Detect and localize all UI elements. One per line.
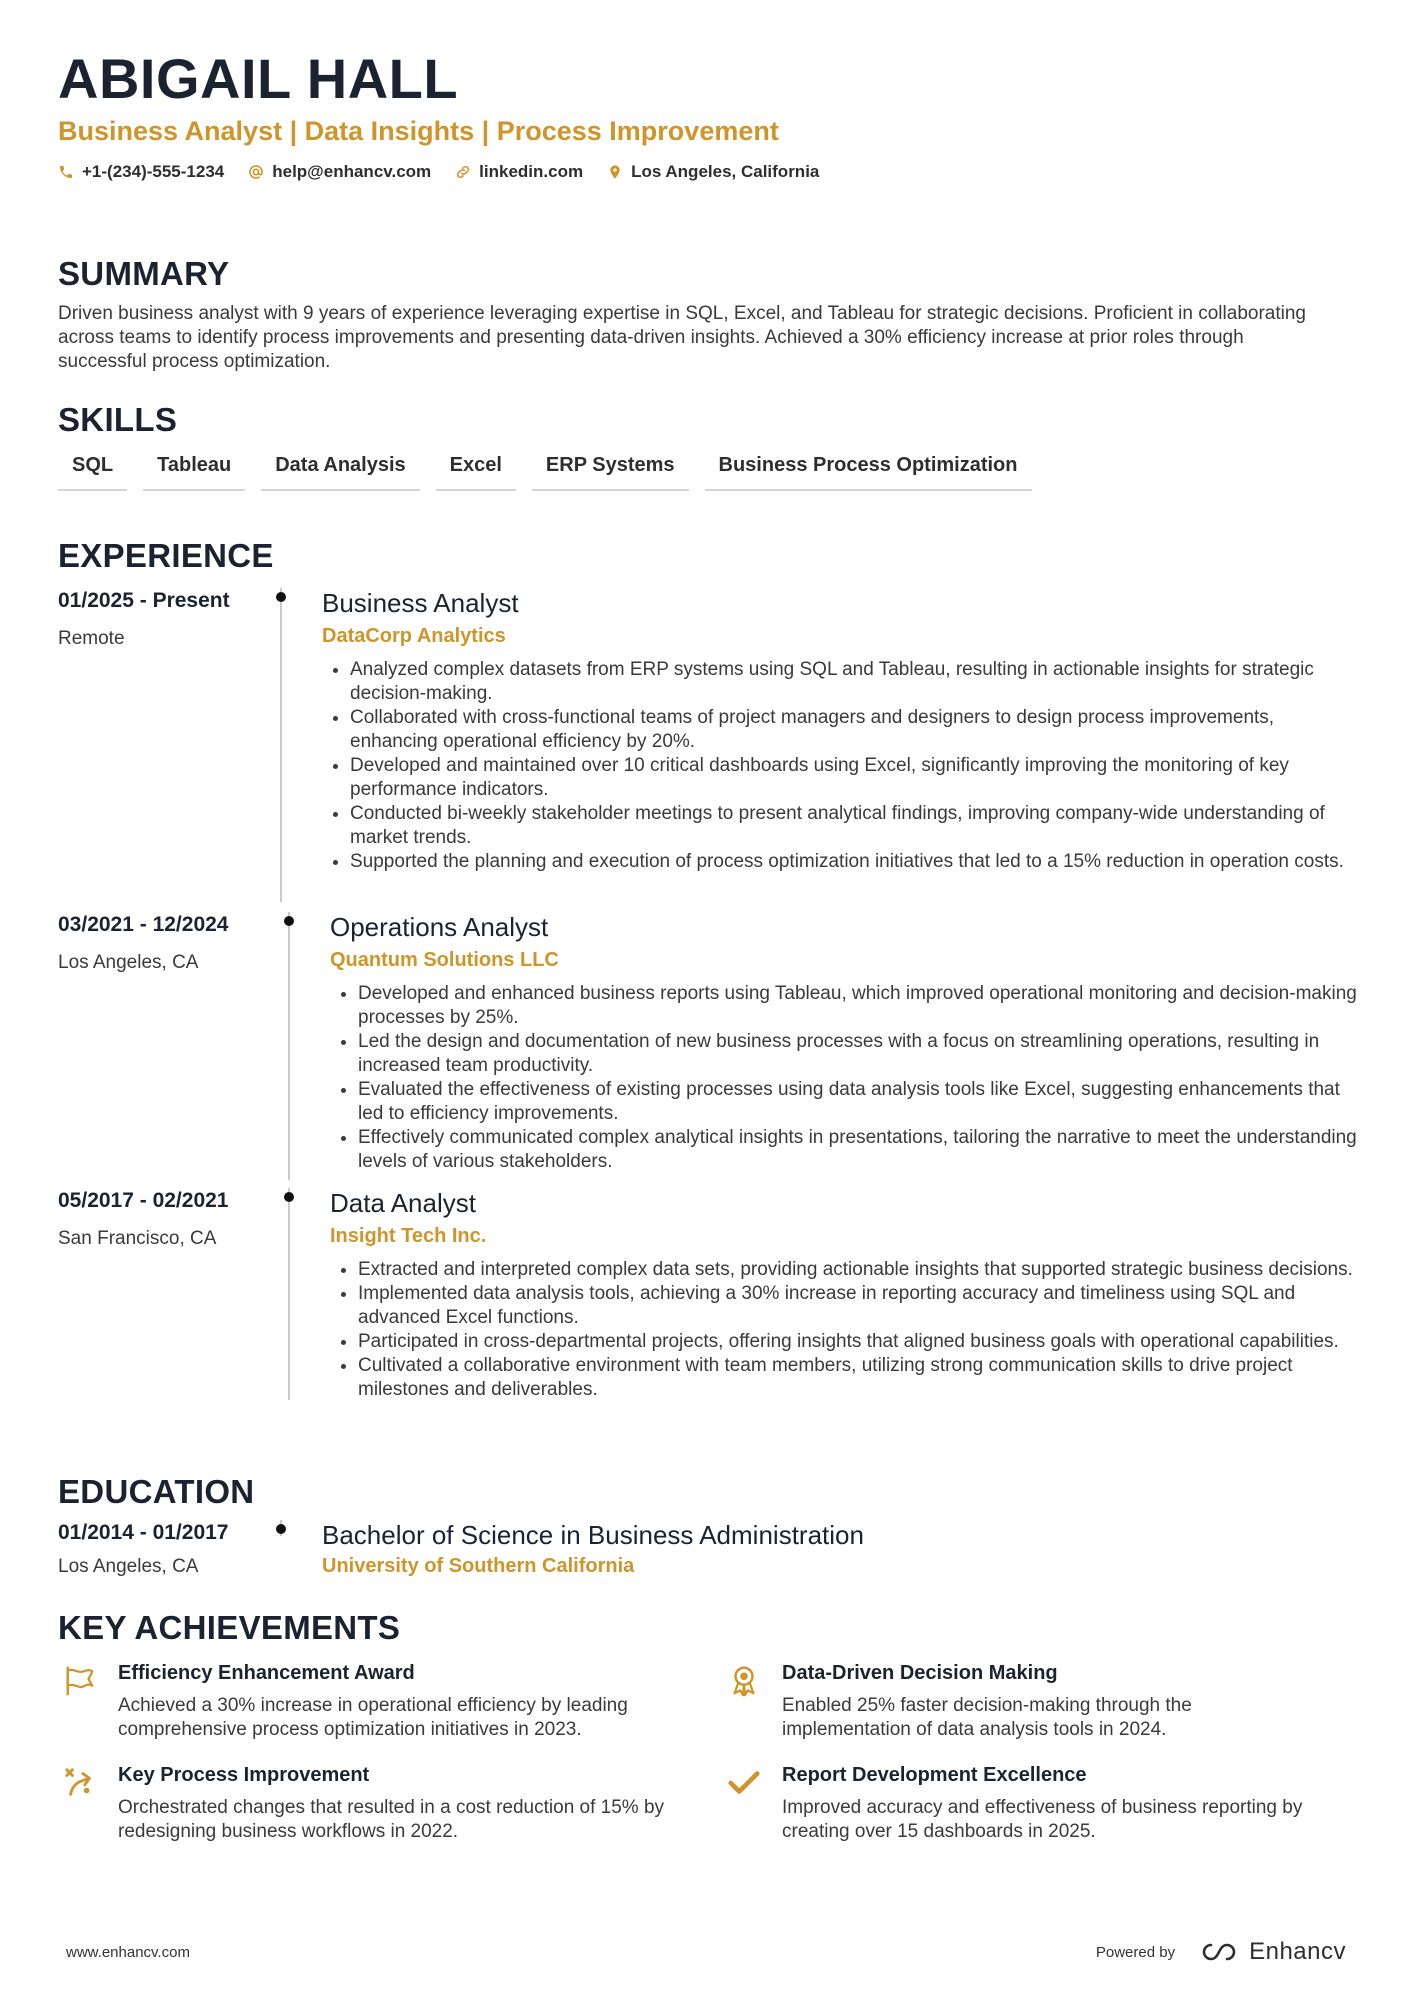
achievement-title: Data-Driven Decision Making	[782, 1662, 1058, 1684]
skill-list	[58, 454, 1328, 491]
location-pin-icon	[607, 164, 623, 180]
enhancv-logo[interactable]	[1197, 1938, 1346, 1966]
skill-tag: Data Analysis	[261, 454, 419, 491]
achievement-item	[58, 1660, 722, 1742]
job-role: Data Analyst	[330, 1188, 476, 1218]
enhancv-logo-text: Enhancv	[1249, 1938, 1346, 1965]
job-location: Remote	[58, 628, 125, 649]
job-bullet: • Led the design and documentation of new business processes with a focus on streamlining operations, resulting in increased team productivity.	[358, 1030, 1358, 1078]
skill-tag: Tableau	[143, 454, 245, 491]
achievement-item	[58, 1762, 722, 1844]
achievements-section	[58, 1608, 1358, 1844]
job-bullets	[330, 1258, 1358, 1402]
skill-tag: Business Process Optimization	[705, 454, 1032, 491]
achievements-grid	[58, 1660, 1358, 1844]
job-date: 01/2025 - Present	[58, 589, 230, 612]
achievement-item	[722, 1660, 1322, 1742]
job-location: Los Angeles, CA	[58, 952, 199, 973]
timeline-rail	[288, 1188, 290, 1400]
experience-heading: EXPERIENCE	[58, 537, 274, 574]
contact-location-text: Los Angeles, California	[631, 162, 820, 181]
at-icon	[248, 164, 264, 180]
timeline-rail	[280, 588, 282, 902]
job-bullets	[330, 982, 1358, 1174]
contact-linkedin[interactable]	[455, 162, 583, 182]
education-degree: Bachelor of Science in Business Administration	[322, 1520, 864, 1550]
link-icon	[455, 164, 471, 180]
candidate-name: ABIGAIL HALL	[58, 47, 459, 110]
contact-linkedin-text: linkedin.com	[479, 162, 584, 181]
contact-phone-text: +1-(234)-555-1234	[82, 162, 225, 181]
education-heading: EDUCATION	[58, 1473, 255, 1510]
achievement-desc: Enabled 25% faster decision-making through the implementation of data analysis tools in 2024.	[782, 1695, 1192, 1740]
candidate-title: Business Analyst | Data Insights | Process Improvement	[58, 116, 779, 146]
education-location: Los Angeles, CA	[58, 1556, 199, 1577]
summary-text: Driven business analyst with 9 years of experience leveraging expertise in SQL, Excel, and Tableau for strategic decisions. Proficient in collaborating across teams to identify process improvements and presenting data-driven insights. Achieved a 30% efficiency increase at prior roles through successful process optimization.	[58, 303, 1306, 372]
skill-tag: SQL	[58, 454, 127, 491]
achievement-desc: Achieved a 30% increase in operational efficiency by leading comprehensive process optimization initiatives in 2023.	[118, 1695, 628, 1740]
footer-website-link[interactable]: www.enhancv.com	[66, 1943, 190, 1961]
summary-section	[58, 254, 1328, 374]
timeline-dot	[276, 1524, 286, 1534]
contact-phone[interactable]	[58, 162, 224, 182]
job-date: 03/2021 - 12/2024	[58, 913, 229, 936]
job-company: Quantum Solutions LLC	[330, 949, 559, 971]
achievement-icon-wrap	[58, 1660, 102, 1742]
achievement-title: Efficiency Enhancement Award	[118, 1662, 415, 1684]
flag-icon	[63, 1664, 97, 1698]
job-company: Insight Tech Inc.	[330, 1225, 487, 1247]
enhancv-logo-icon	[1197, 1940, 1241, 1964]
footer-brand	[1096, 1938, 1346, 1966]
job-meta	[58, 588, 280, 902]
job-location: San Francisco, CA	[58, 1228, 217, 1249]
job-entry	[58, 912, 1358, 1180]
job-bullet: • Implemented data analysis tools, achieving a 30% increase in reporting accuracy and timeliness using SQL and advanced Excel functions.	[358, 1282, 1358, 1330]
achievement-desc: Improved accuracy and effectiveness of business reporting by creating over 15 dashboards in 2025.	[782, 1797, 1303, 1842]
education-school: University of Southern California	[322, 1555, 635, 1577]
page-footer	[66, 1938, 1346, 1966]
job-details	[282, 588, 1358, 902]
job-details	[290, 1188, 1358, 1402]
job-meta	[58, 1188, 288, 1402]
job-role: Business Analyst	[322, 588, 519, 618]
skills-heading: SKILLS	[58, 401, 178, 438]
job-bullet: • Conducted bi-weekly stakeholder meetings to present analytical findings, improving company-wide understanding of market trends.	[350, 802, 1358, 850]
skill-tag: ERP Systems	[532, 454, 689, 491]
job-entry	[58, 588, 1358, 902]
timeline-rail	[288, 912, 290, 1180]
education-entry	[58, 1520, 1358, 1578]
experience-section	[58, 536, 1358, 1402]
achievement-title: Report Development Excellence	[782, 1764, 1087, 1786]
achievement-icon-wrap	[722, 1762, 766, 1844]
summary-heading: SUMMARY	[58, 255, 230, 292]
job-bullet: • Developed and maintained over 10 critical dashboards using Excel, significantly improving the monitoring of key performance indicators.	[350, 754, 1358, 802]
skill-tag: Excel	[436, 454, 516, 491]
timeline-dot	[284, 916, 294, 926]
achievement-title: Key Process Improvement	[118, 1764, 370, 1786]
job-bullet: • Analyzed complex datasets from ERP systems using SQL and Tableau, resulting in actionable insights for strategic decision-making.	[350, 658, 1358, 706]
education-date: 01/2014 - 01/2017	[58, 1521, 229, 1544]
achievement-item	[722, 1762, 1322, 1844]
powered-by-text: Powered by	[1095, 1943, 1176, 1961]
education-details	[282, 1520, 1358, 1578]
education-section	[58, 1472, 1358, 1578]
achievement-desc: Orchestrated changes that resulted in a cost reduction of 15% by redesigning business workflows in 2022.	[118, 1797, 665, 1842]
award-medal-icon	[727, 1664, 761, 1698]
achievements-heading: KEY ACHIEVEMENTS	[58, 1609, 401, 1646]
job-meta	[58, 912, 288, 1180]
job-bullet: • Evaluated the effectiveness of existing processes using data analysis tools like Excel, suggesting enhancements that led to efficiency improvements.	[358, 1078, 1358, 1126]
job-role: Operations Analyst	[330, 912, 549, 942]
skills-section	[58, 400, 1328, 491]
education-meta	[58, 1520, 280, 1578]
strategy-arrow-icon	[63, 1766, 97, 1800]
checkmark-icon	[727, 1766, 761, 1800]
timeline-dot	[276, 592, 286, 602]
phone-icon	[58, 164, 74, 180]
contact-location	[607, 162, 819, 182]
job-entry	[58, 1188, 1358, 1402]
resume-page	[58, 47, 1358, 1842]
contact-email-text: help@enhancv.com	[272, 162, 432, 181]
job-bullet: • Supported the planning and execution of process optimization initiatives that led to a 15% reduction in operation costs.	[350, 850, 1358, 874]
contact-bar	[58, 162, 1358, 182]
job-bullet: • Collaborated with cross-functional teams of project managers and designers to design process improvements, enhancing operational efficiency by 20%.	[350, 706, 1358, 754]
job-details	[290, 912, 1358, 1180]
job-bullet: • Extracted and interpreted complex data sets, providing actionable insights that supported strategic business decisions.	[358, 1258, 1358, 1282]
job-bullet: • Developed and enhanced business reports using Tableau, which improved operational monitoring and decision-making processes by 25%.	[358, 982, 1358, 1030]
contact-email[interactable]	[248, 162, 431, 182]
job-bullets	[322, 658, 1358, 874]
job-bullet: • Participated in cross-departmental projects, offering insights that aligned business goals with operational capabilities.	[358, 1330, 1358, 1354]
timeline-rail	[280, 1520, 282, 1536]
job-bullet: • Effectively communicated complex analytical insights in presentations, tailoring the narrative to meet the understanding levels of various stakeholders.	[358, 1126, 1358, 1174]
achievement-icon-wrap	[58, 1762, 102, 1844]
job-company: DataCorp Analytics	[322, 625, 506, 647]
achievement-icon-wrap	[722, 1660, 766, 1742]
timeline-dot	[284, 1192, 294, 1202]
job-bullet: • Cultivated a collaborative environment with team members, utilizing strong communication skills to drive project milestones and deliverables.	[358, 1354, 1358, 1402]
job-date: 05/2017 - 02/2021	[58, 1189, 229, 1212]
